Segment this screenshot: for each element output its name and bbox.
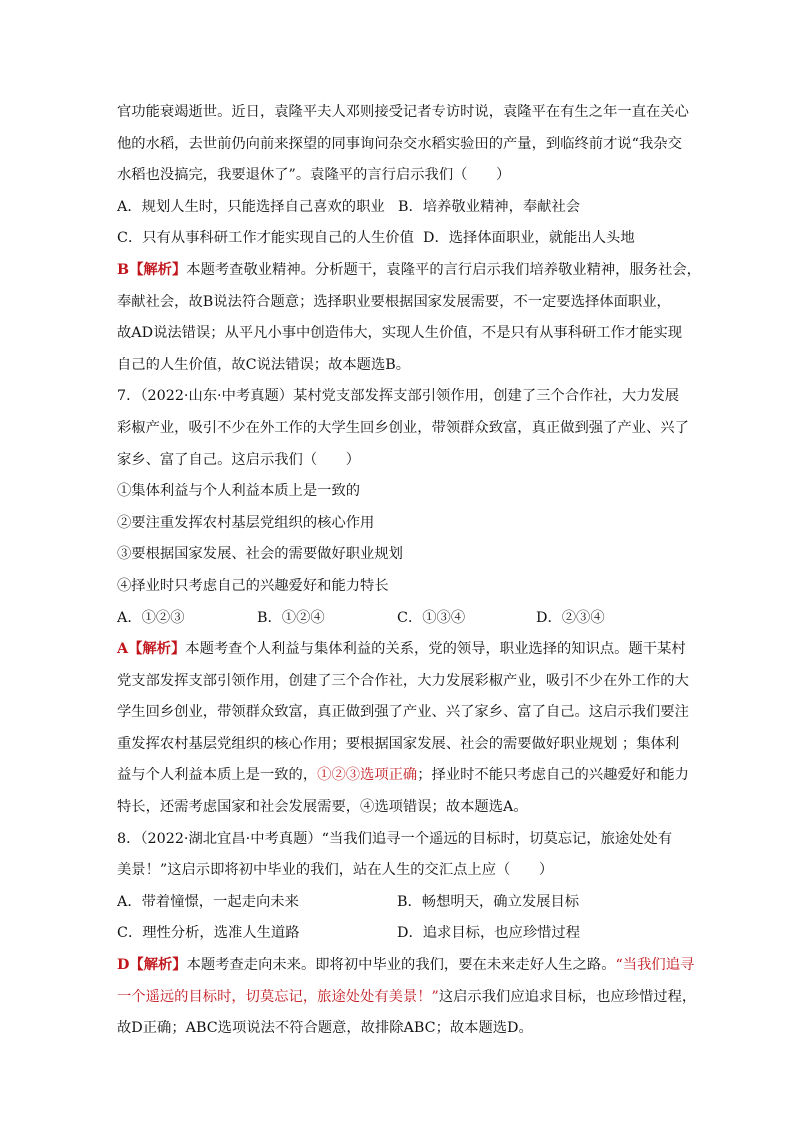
- q8-analysis-line-2: [117, 982, 697, 1014]
- q8-analysis-quote-1: “当我们追寻: [615, 957, 695, 974]
- q8-stem-line-1: 8．（2022·湖北宜昌·中考真题）“当我们追寻一个遥远的目标时，切莫忘记，旅途处处有: [117, 830, 673, 847]
- q7-statement-2: ②要注重发挥农村基层党组织的核心作用: [117, 514, 375, 531]
- q8-options-row-1: [117, 887, 682, 919]
- q7-analysis-line-6: 特长，还需考虑国家和社会发展需要，④选项错误；故本题选A。: [117, 799, 528, 816]
- q6-analysis-line-2: 奉献社会，故B说法符合题意；选择职业要根据国家发展需要，不一定要选择体面职业，: [117, 293, 671, 310]
- q7-statement-1: ①集体利益与个人利益本质上是一致的: [117, 483, 361, 500]
- q6-analysis-text: 本题考查敬业精神。分析题干，袁隆平的言行启示我们培养敬业精神，服务社会，: [186, 261, 701, 278]
- q7-analysis-line-5: [117, 760, 689, 792]
- q6-options-row-2: [117, 223, 682, 255]
- q6-stem-line-2: 他的水稻，去世前仍向前来探望的同事询问杂交水稻实验田的产量，到临终前才说“我杂交: [117, 135, 682, 152]
- q8-analysis-1a: 本题考查走向未来。即将初中毕业的我们，要在未来走好人生之路。: [186, 957, 616, 974]
- q8-analysis-quote-2: 一个遥远的目标时，切莫忘记，旅途处处有美景！”: [117, 988, 439, 1005]
- q7-option-d: D．②③④: [536, 609, 605, 626]
- q6-analysis-line-4: 自己的人生价值，故C说法错误；故本题选B。: [117, 356, 411, 373]
- q8-answer-tag: D【解析】: [117, 957, 187, 974]
- q6-analysis-line-3: 故AD说法错误；从平凡小事中创造伟大，实现人生价值，不是只有从事科研工作才能实现: [117, 325, 683, 342]
- q7-stem-line-2: 彩椒产业，吸引不少在外工作的大学生回乡创业，带领群众致富，真正做到强了产业、兴了: [117, 419, 689, 436]
- q7-option-a: A．①②③: [117, 609, 185, 626]
- q7-analysis-highlight: ①②③选项正确: [317, 767, 418, 784]
- q7-analysis-line-2: 党支部发挥支部引领作用，创建了三个合作社，大力发展彩椒产业，吸引不少在外工作的大: [117, 672, 689, 689]
- q7-statement-3: ③要根据国家发展、社会的需要做好职业规划: [117, 546, 403, 563]
- q6-option-a: A．规划人生时，只能选择自己喜欢的职业: [117, 198, 385, 215]
- q8-analysis-line-1: [117, 950, 695, 982]
- q8-analysis-line-3: 故D正确；ABC选项说法不符合题意，故排除ABC；故本题选D。: [117, 1020, 533, 1037]
- q7-statement-4: ④择业时只考虑自己的兴趣爱好和能力特长: [117, 577, 389, 594]
- q7-analysis-5b: ；择业时不能只考虑自己的兴趣爱好和能力: [417, 767, 689, 784]
- q7-analysis-line-3: 学生回乡创业，带领群众致富，真正做到强了产业、兴了家乡、富了自己。这启示我们要注: [117, 704, 689, 721]
- q6-stem-line-1: 官功能衰竭逝世。近日，袁隆平夫人邓则接受记者专访时说，袁隆平在有生之年一直在关心: [117, 104, 689, 120]
- q7-analysis-5a: 益与个人利益本质上是一致的，: [117, 767, 318, 784]
- q7-option-c: C．①③④: [397, 609, 466, 626]
- q8-option-a: A．带着憧憬，一起走向未来: [117, 893, 299, 910]
- q8-options-row-2: [117, 918, 682, 950]
- q6-stem-line-3: 水稻也没搞完，我要退休了”。袁隆平的言行启示我们（ ）: [117, 167, 511, 184]
- q7-analysis-text: 本题考查个人利益与集体利益的关系，党的领导，职业选择的知识点。题干某村: [185, 641, 686, 658]
- q6-answer-tag: B【解析】: [117, 261, 187, 278]
- q6-option-b: B．培养敬业精神，奉献社会: [398, 198, 581, 215]
- q8-option-c: C．理性分析，选准人生道路: [117, 925, 300, 942]
- q8-analysis-2b: 这启示我们应追求目标，也应珍惜过程，: [438, 988, 697, 1005]
- q6-option-d: D．选择体面职业，就能出人头地: [423, 230, 635, 247]
- q8-stem-line-2: 美景！”这启示即将初中毕业的我们，站在人生的交汇点上应（ ）: [117, 862, 554, 879]
- q7-option-b: B．①②④: [257, 609, 325, 626]
- q8-option-d: D．追求目标，也应珍惜过程: [397, 925, 581, 942]
- q7-options-row: [117, 603, 682, 635]
- q6-option-c: C．只有从事科研工作才能实现自己的人生价值: [117, 230, 414, 247]
- q7-stem-line-3: 家乡、富了自己。这启示我们（ ）: [117, 451, 361, 468]
- q7-analysis-line-4: 重发挥农村基层党组织的核心作用；要根据国家发展、社会的需要做好职业规划 ；集体利: [117, 735, 680, 752]
- q7-analysis-line-1: [117, 634, 686, 666]
- q7-answer-tag: A【解析】: [117, 641, 186, 658]
- q8-option-b: B．畅想明天，确立发展目标: [397, 893, 580, 910]
- q6-options-row-1: [117, 192, 682, 224]
- q6-analysis-line-1: [117, 255, 701, 287]
- page-content: [117, 97, 701, 1045]
- q7-stem-line-1: 7．（2022·山东·中考真题）某村党支部发挥支部引领作用，创建了三个合作社，大力发展: [117, 388, 680, 405]
